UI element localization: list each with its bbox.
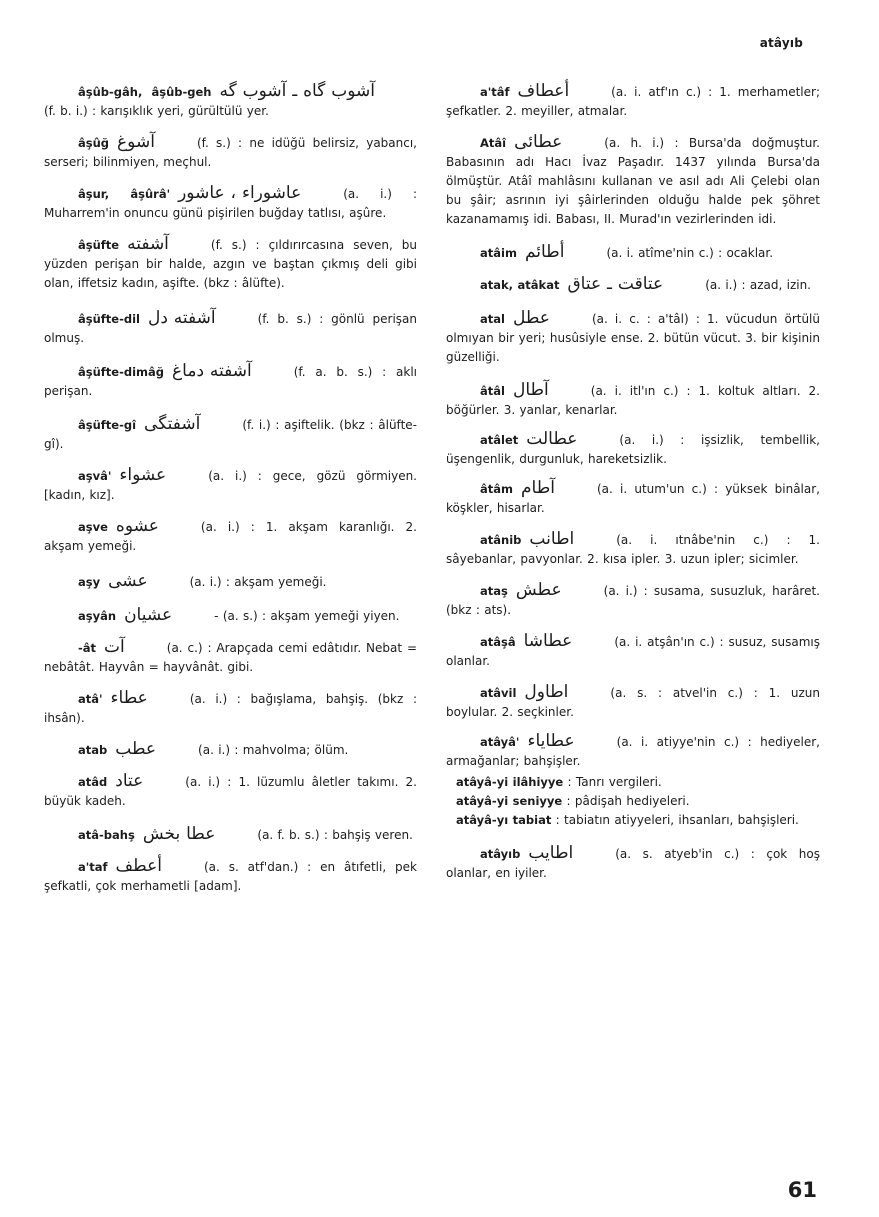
entry-definition: (a. s. atf'dan.) : en âtıfetli, pek şefkatli, çok merhametli [adam]. <box>44 860 417 893</box>
entry-definition: (a. i.) : mahvolma; ölüm. <box>198 743 349 757</box>
entry-arabic-script: اطانب <box>529 529 575 549</box>
entry-arabic-script: آطام <box>521 478 555 498</box>
dictionary-entry <box>446 479 820 518</box>
entry-definition: (a. i.) : Muharrem'in onuncu günü pişirilen buğday tatlısı, aşûre. <box>44 187 417 220</box>
entry-headword: a'tâf <box>480 85 510 99</box>
entry-arabic-script: عطاء <box>110 688 148 708</box>
dictionary-entry <box>446 811 820 830</box>
entry-definition: (a. i.) : azad, izin. <box>705 278 811 292</box>
entry-definition: (a. i.) : 1. akşam karanlığı. 2. akşam yemeği. <box>44 520 417 553</box>
entry-arabic-script: عتاد <box>115 771 144 791</box>
entry-headword: âşüfte <box>78 238 120 252</box>
entry-headword: atâd <box>78 775 108 789</box>
dictionary-entry <box>44 517 417 556</box>
dictionary-entry <box>446 243 820 263</box>
dictionary-entry <box>44 740 417 760</box>
dictionary-entry <box>44 572 417 592</box>
entry-arabic-script: آشفتگی <box>144 414 201 434</box>
entry-arabic-script: أطائم <box>524 242 565 262</box>
entry-definition: (f. b. i.) : karışıklık yeri, gürültülü yer. <box>44 104 269 118</box>
dictionary-entry <box>44 133 417 172</box>
entry-definition: (a. f. b. s.) : bahşiş veren. <box>257 828 413 842</box>
entry-headword: aşyân <box>78 609 117 623</box>
dictionary-entry <box>446 844 820 883</box>
entry-headword: -ât <box>78 641 97 655</box>
entry-definition: (a. i.) : gece, gözü görmiyen. [kadın, kız]. <box>44 469 417 502</box>
left-column <box>44 82 417 896</box>
entry-arabic-script: عطا بخش <box>142 824 216 844</box>
dictionary-entry <box>446 632 820 671</box>
entry-definition: (a. i. atîme'nin c.) : ocaklar. <box>606 246 774 260</box>
entry-definition: (a. c.) : Arapçada cemi edâtıdır. Nebat = nebâtât. Hayvân = hayvânât. gibi. <box>44 641 417 674</box>
dictionary-entry <box>44 772 417 811</box>
running-head: atâyıb <box>759 36 803 50</box>
entry-headword: atâvil <box>480 686 517 700</box>
page-number: 61 <box>787 1178 817 1202</box>
entry-headword: atâyıb <box>480 847 521 861</box>
entry-definition: (a. h. i.) : Bursa'da doğmuştur. Babasının adı Hacı İvaz Paşadır. 1437 yılında Bursa'da ölmüştür. Atâî mahlâsını kullanan ve asıl adı Ali Çelebi olan bu şâir; asrının iyi şâirlerinden olduğu halde pek şöhret kazanamamış idi. Babası, II. Murad'ın vezirlerinden idi. <box>446 136 820 226</box>
entry-definition: (a. s. atyeb'in c.) : çok hoş olanlar, en iyiler. <box>446 847 820 880</box>
entry-headword: âşûb-gâh, âşûb-geh <box>78 85 212 99</box>
entry-arabic-script: عشوه <box>115 516 159 536</box>
dictionary-entry <box>446 430 820 469</box>
entry-arabic-script: عتاقت ـ عتاق <box>567 274 664 294</box>
entry-arabic-script: عطش <box>515 580 562 600</box>
entry-arabic-script: آشفته <box>127 234 169 254</box>
entry-arabic-script: اطايب <box>528 843 574 863</box>
entry-headword: âşüfte-dil <box>78 312 140 326</box>
entry-definition: (f. s.) : çıldırırcasına seven, bu yüzden perişan bir halde, azgın ve baştan çıkmış deli gibi olan, iffetsiz kadın, aşifte. (bkz : âlüfte). <box>44 238 417 290</box>
dictionary-entry <box>44 235 417 293</box>
entry-headword: atâyâ-yi ilâhiyye <box>456 775 564 789</box>
entry-arabic-script: عطائى <box>514 132 563 152</box>
dictionary-entry <box>446 381 820 420</box>
entry-headword: âşüfte-dimâğ <box>78 365 165 379</box>
entry-arabic-script: آشفته دل <box>147 308 216 328</box>
entry-arabic-script: عشيان <box>124 605 173 625</box>
entry-definition: (a. i.) : 1. lüzumlu âletler takımı. 2. büyük kadeh. <box>44 775 417 808</box>
dictionary-entry <box>44 825 417 845</box>
entry-definition: (a. s. : atvel'in c.) : 1. uzun boylular. 2. seçkinler. <box>446 686 820 719</box>
entry-arabic-script: عشواء <box>119 465 167 485</box>
entry-arabic-script: عطب <box>115 739 157 759</box>
entry-headword: atâyâ-yı tabiat <box>456 813 552 827</box>
entry-definition: (a. i.) : işsizlik, tembellik, üşengenlik, durgunluk, hareketsizlik. <box>446 433 820 466</box>
dictionary-entry <box>44 606 417 626</box>
right-column <box>446 82 820 883</box>
dictionary-entry <box>446 792 820 811</box>
entry-definition: (a. i. c. : a'tâl) : 1. vücudun örtülü olmıyan bir yeri; husûsiyle ense. 2. bütün vücut. 3. bir kişinin güzelliği. <box>446 312 820 364</box>
entry-headword: atâşâ <box>480 635 516 649</box>
entry-definition: (a. i.) : akşam yemeği. <box>189 575 327 589</box>
entry-headword: Atâî <box>480 136 507 150</box>
entry-headword: atâ' <box>78 692 103 706</box>
entry-arabic-script: عطل <box>512 308 550 328</box>
entry-definition: (f. i.) : aşiftelik. (bkz : âlüfte-gî). <box>44 418 417 451</box>
entry-headword: atal <box>480 312 505 326</box>
entry-headword: atâim <box>480 246 517 260</box>
entry-headword: atâyâ-yi seniyye <box>456 794 563 808</box>
entry-arabic-script: آطال <box>512 380 549 400</box>
dictionary-entry <box>446 309 820 367</box>
entry-headword: atab <box>78 743 108 757</box>
dictionary-entry <box>44 184 417 223</box>
entry-headword: aşvâ' <box>78 469 112 483</box>
entry-arabic-script: آشوب گاه ـ آشوب گه <box>219 81 375 101</box>
dictionary-entry <box>446 683 820 722</box>
entry-headword: atânib <box>480 533 522 547</box>
entry-definition: : tabiatın atiyyeleri, ihsanları, bahşişleri. <box>555 813 799 827</box>
entry-headword: aşy <box>78 575 101 589</box>
entry-definition: (a. i. atşân'ın c.) : susuz, susamış olanlar. <box>446 635 820 668</box>
entry-definition: (a. i. atf'ın c.) : 1. merhametler; şefkatler. 2. meyiller, atmalar. <box>446 85 820 118</box>
entry-arabic-script: آشوغ <box>117 132 155 152</box>
entry-headword: ataş <box>480 584 508 598</box>
entry-arabic-script: أعطف <box>115 856 162 876</box>
entry-arabic-script: عطالت <box>526 429 578 449</box>
dictionary-entry <box>446 530 820 569</box>
dictionary-entry <box>446 581 820 620</box>
entry-arabic-script: اطاول <box>524 682 569 702</box>
dictionary-entry <box>44 466 417 505</box>
entry-definition: (a. i. ıtnâbe'nin c.) : 1. sâyebanlar, pavyonlar. 2. kısa ipler. 3. uzun ipler; sicimler. <box>446 533 820 566</box>
entry-headword: atâyâ' <box>480 735 520 749</box>
entry-headword: âtâm <box>480 482 514 496</box>
entry-definition: (a. i. atiyye'nin c.) : hediyeler, armağanlar; bahşişler. <box>446 735 820 768</box>
entry-headword: atâlet <box>480 433 519 447</box>
entry-arabic-script: عطاياء <box>527 731 575 751</box>
entry-headword: âtâl <box>480 384 505 398</box>
dictionary-entry <box>446 133 820 229</box>
entry-arabic-script: آت <box>104 637 125 657</box>
entry-definition: (a. i. itl'ın c.) : 1. koltuk altları. 2. böğürler. 3. yanlar, kenarlar. <box>446 384 820 417</box>
entry-definition: (f. a. b. s.) : aklı perişan. <box>44 365 417 398</box>
dictionary-entry <box>44 309 417 348</box>
entry-arabic-script: آشفته دماغ <box>172 361 252 381</box>
entry-headword: atak, atâkat <box>480 278 560 292</box>
dictionary-entry <box>446 773 820 792</box>
entry-definition: : Tanrı vergileri. <box>567 775 662 789</box>
entry-definition: (a. i.) : susama, susuzluk, harâret. (bkz : ats). <box>446 584 820 617</box>
dictionary-entry <box>44 415 417 454</box>
entry-headword: atâ-bahş <box>78 828 135 842</box>
entry-definition: : pâdişah hediyeleri. <box>566 794 690 808</box>
entry-definition: (f. b. s.) : gönlü perişan olmuş. <box>44 312 417 345</box>
entry-headword: a'taf <box>78 860 108 874</box>
entry-definition: - (a. s.) : akşam yemeği yiyen. <box>214 609 400 623</box>
entry-arabic-script: عطاشا <box>523 631 573 651</box>
entry-headword: âşûğ <box>78 136 110 150</box>
entry-definition: (a. i.) : bağışlama, bahşiş. (bkz : ihsân). <box>44 692 417 725</box>
dictionary-entry <box>44 638 417 677</box>
entry-headword: aşve <box>78 520 108 534</box>
dictionary-entry <box>44 857 417 896</box>
entry-arabic-script: عاشوراء ، عاشور <box>178 183 302 203</box>
entry-headword: âşur, âşûrâ' <box>78 187 171 201</box>
entry-definition: (f. s.) : ne idüğü belirsiz, yabancı, serseri; bilinmiyen, meçhul. <box>44 136 417 169</box>
dictionary-entry <box>446 732 820 771</box>
dictionary-entry <box>446 82 820 121</box>
dictionary-entry <box>44 689 417 728</box>
entry-arabic-script: أعطاف <box>517 81 570 101</box>
entry-arabic-script: عشى <box>108 571 148 591</box>
dictionary-entry <box>44 82 417 121</box>
dictionary-entry <box>44 362 417 401</box>
dictionary-entry <box>446 275 820 295</box>
entry-definition: (a. i. utum'un c.) : yüksek binâlar, köşkler, hisarlar. <box>446 482 820 515</box>
entry-headword: âşüfte-gî <box>78 418 137 432</box>
